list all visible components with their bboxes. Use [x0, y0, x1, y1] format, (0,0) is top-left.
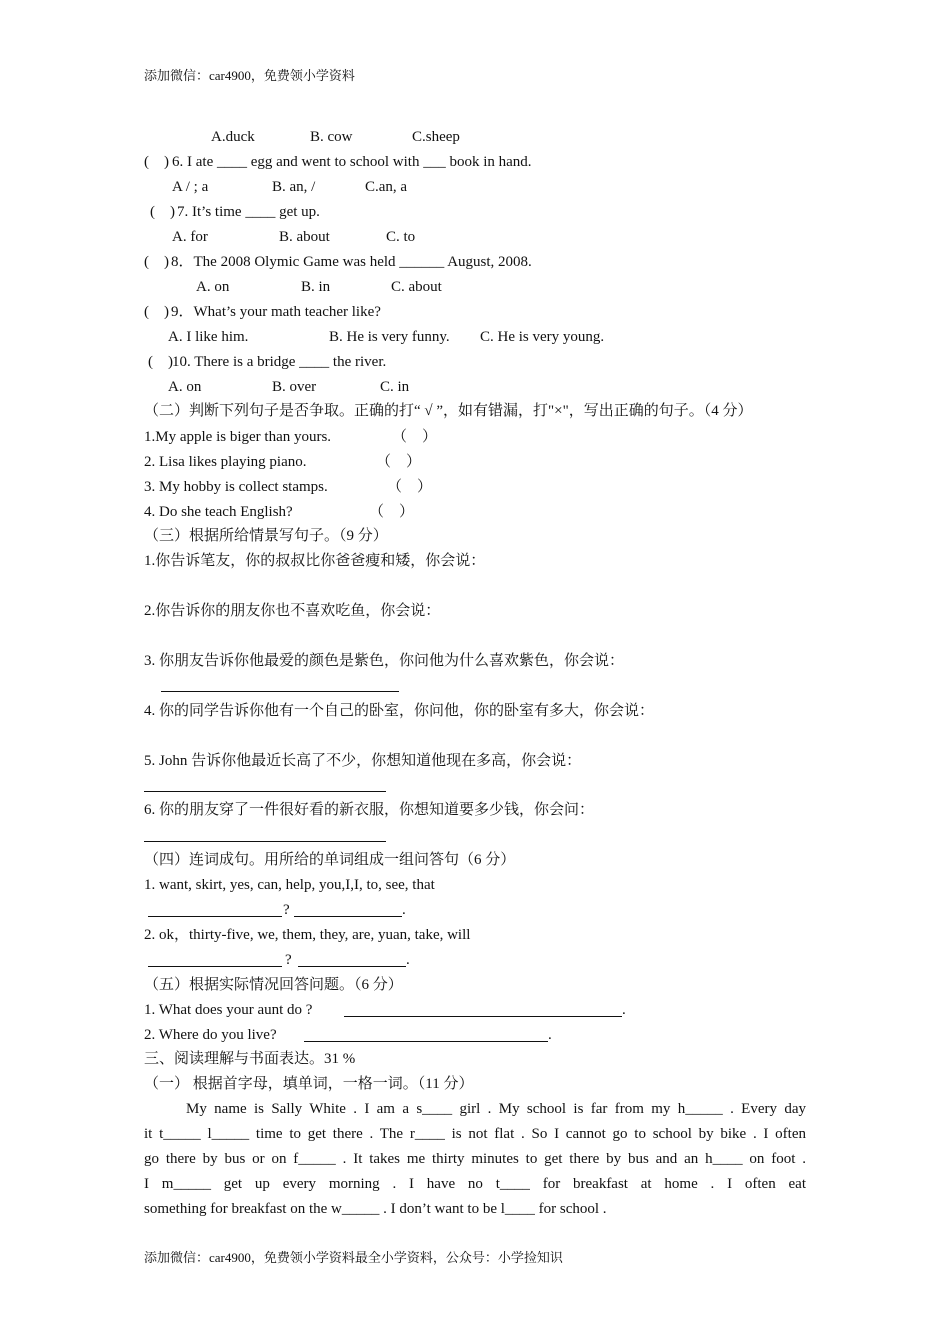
passage-line-3: go there by bus or on f_____ . It takes me thirty minutes to get there by bus and an h____ on foot . — [144, 1151, 806, 1167]
judge-item-4: 4. Do she teach English? — [144, 504, 293, 520]
q7-option-a: A. for — [172, 229, 208, 245]
word-order-question-line-2[interactable] — [148, 966, 282, 967]
answer-line-q2[interactable] — [304, 1041, 548, 1042]
answer-end-1: . — [622, 1002, 626, 1018]
judge-item-1: 1.My apple is biger than yours. — [144, 429, 332, 445]
answer-line-5[interactable] — [144, 791, 386, 792]
q9-text: 9．What’s your math teacher like? — [171, 304, 381, 320]
part3-title: 三、阅读理解与书面表达。31 % — [144, 1051, 356, 1067]
judge-item-3: 3. My hobby is collect stamps. — [144, 479, 328, 495]
q10-option-a: A. on — [168, 379, 202, 395]
section5-title: （五）根据实际情况回答问题。（6 分） — [144, 977, 403, 993]
word-order-question-line-1[interactable] — [148, 916, 282, 917]
section3-title: （三）根据所给情景写句子。（9 分） — [144, 528, 388, 544]
judge-mark-3: （ ） — [387, 479, 433, 495]
q10-option-b: B. over — [272, 379, 317, 395]
scenario-item-1: 1.你告诉笔友，你的叔叔比你爸爸瘦和矮，你会说： — [144, 553, 486, 569]
judge-mark-4: （ ） — [369, 504, 415, 520]
q7-text: 7. It’s time ____ get up. — [177, 204, 320, 220]
answer-line-3[interactable] — [161, 691, 399, 692]
page-footer: 添加微信：car4900，免费领小学资料最全小学资料，公众号：小学捡知识 — [144, 1250, 563, 1265]
word-order-end-2: . — [406, 952, 410, 968]
q8-option-c: C. about — [391, 279, 442, 295]
judge-mark-1: （ ） — [392, 429, 438, 445]
answer-end-2: . — [548, 1027, 552, 1043]
q5-option-a: A.duck — [211, 129, 255, 145]
q10-text: 10. There is a bridge ____ the river. — [172, 354, 387, 370]
scenario-item-3: 3. 你朋友告诉你他最爱的颜色是紫色，你问他为什么喜欢紫色，你会说： — [144, 653, 625, 669]
word-order-item-2: 2. ok，thirty-five, we, them, they, are, yuan, take, will — [144, 927, 471, 943]
q8-option-a: A. on — [196, 279, 230, 295]
q10-answer-paren: ( ) — [148, 354, 173, 370]
word-order-answer-line-2[interactable] — [298, 966, 406, 967]
passage-line-1: My name is Sally White . I am a s____ girl . My school is far from my h_____ . Every day — [186, 1101, 806, 1117]
q8-option-b: B. in — [301, 279, 331, 295]
answer-question-2: 2. Where do you live? — [144, 1027, 277, 1043]
answer-line-6[interactable] — [144, 841, 386, 842]
q9-option-b: B. He is very funny. — [329, 329, 450, 345]
word-order-qmark-2: ? — [285, 952, 292, 968]
q6-option-b: B. an, / — [272, 179, 316, 195]
q6-answer-paren: ( ) — [144, 154, 169, 170]
q9-option-c: C. He is very young. — [480, 329, 605, 345]
q5-option-c: C.sheep — [412, 129, 460, 145]
q8-text: 8．The 2008 Olymic Game was held ______ August, 2008. — [171, 254, 532, 270]
q6-option-a: A / ; a — [172, 179, 209, 195]
part3-subtitle: （一） 根据首字母，填单词，一格一词。（11 分） — [144, 1076, 474, 1092]
scenario-item-4: 4. 你的同学告诉你他有一个自己的卧室，你问他，你的卧室有多大，你会说： — [144, 703, 655, 719]
q9-option-a: A. I like him. — [168, 329, 249, 345]
q8-answer-paren: ( ) — [144, 254, 169, 270]
q10-option-c: C. in — [380, 379, 410, 395]
scenario-item-2: 2.你告诉你的朋友你也不喜欢吃鱼，你会说： — [144, 603, 441, 619]
q7-option-c: C. to — [386, 229, 416, 245]
judge-mark-2: （ ） — [376, 454, 422, 470]
page-header: 添加微信：car4900，免费领小学资料 — [144, 68, 355, 83]
q6-text: 6. I ate ____ egg and went to school with ___ book in hand. — [172, 154, 532, 170]
word-order-item-1: 1. want, skirt, yes, can, help, you,I,I, to, see, that — [144, 877, 435, 893]
passage-line-2: it t_____ l_____ time to get there . The r____ is not flat . So I cannot go to school by bike . I often — [144, 1126, 806, 1142]
scenario-item-6: 6. 你的朋友穿了一件很好看的新衣服，你想知道要多少钱，你会问： — [144, 802, 595, 818]
answer-question-1: 1. What does your aunt do ? — [144, 1002, 313, 1018]
word-order-qmark-1: ? — [283, 902, 290, 918]
q5-option-b: B. cow — [310, 129, 353, 145]
scenario-item-5: 5. John 告诉你他最近长高了不少，你想知道他现在多高，你会说： — [144, 753, 582, 769]
section2-title: （二）判断下列句子是否争取。正确的打“ √ ”，如有错漏，打"×"，写出正确的句子。（4 分） — [144, 403, 753, 419]
q7-answer-paren: ( ) — [150, 204, 175, 220]
word-order-answer-line-1[interactable] — [294, 916, 402, 917]
q9-answer-paren: ( ) — [144, 304, 169, 320]
word-order-end-1: . — [402, 902, 406, 918]
q7-option-b: B. about — [279, 229, 330, 245]
judge-item-2: 2. Lisa likes playing piano. — [144, 454, 307, 470]
passage-line-4: I m_____ get up every morning . I have no t____ for breakfast at home . I often eat — [144, 1176, 806, 1192]
passage-line-5: something for breakfast on the w_____ . I don’t want to be l____ for school . — [144, 1201, 607, 1217]
answer-line-q1[interactable] — [344, 1016, 622, 1017]
section4-title: （四）连词成句。用所给的单词组成一组问答句（6 分） — [144, 852, 516, 868]
q6-option-c: C.an, a — [365, 179, 408, 195]
